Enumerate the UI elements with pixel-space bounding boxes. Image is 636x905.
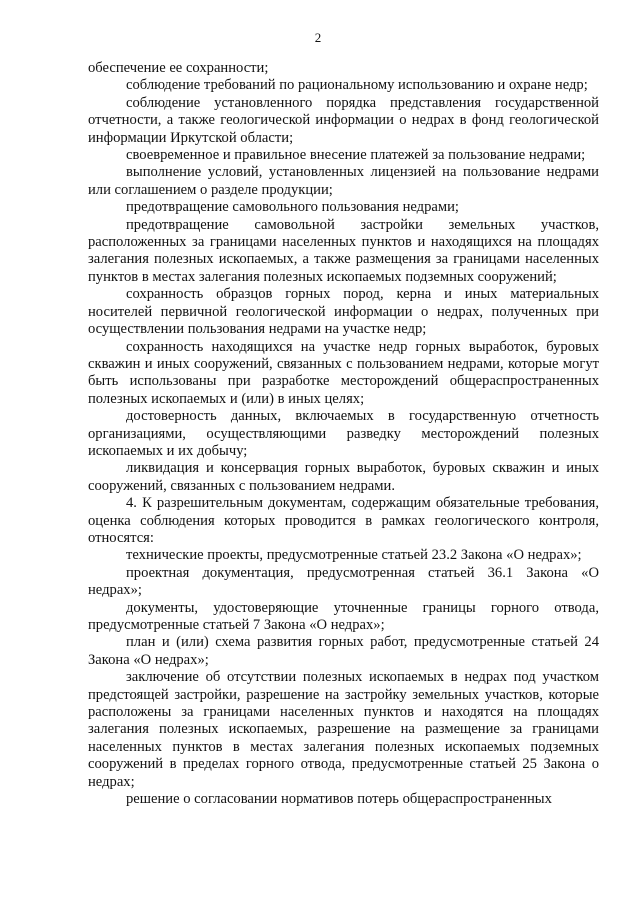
paragraph: выполнение условий, установленных лицензией на пользование недрами или соглашением о разделе продукции;	[88, 164, 599, 198]
paragraph: своевременное и правильное внесение платежей за пользование недрами;	[126, 147, 586, 164]
paragraph: заключение об отсутствии полезных ископаемых в недрах под участком предстоящей застройки, разрешение на застройку земельных участков, которые расположены за границами населенных пунктов и находятся на площадях залегания полезных ископаемых, разрешение на размещение за границами населенных пунктов в местах залегания полезных ископаемых подземных сооружений в пределах горного отвода, предусмотренные статьей 25 Закона о недрах;	[88, 669, 599, 790]
page-number: 2	[314, 30, 322, 45]
paragraph: ликвидация и консервация горных выработок, буровых скважин и иных сооружений, связанных с пользованием недрами.	[88, 460, 599, 494]
paragraph: соблюдение установленного порядка представления государственной отчетности, а также геологической информации о недрах в фонд геологической информации Иркутской области;	[88, 94, 599, 146]
paragraph: проектная документация, предусмотренная статьей 36.1 Закона «О недрах»;	[88, 564, 599, 599]
document-body	[88, 60, 599, 808]
paragraph: соблюдение требований по рациональному использованию и охране недр;	[126, 77, 588, 94]
paragraph: предотвращение самовольной застройки земельных участков, расположенных за границами населенных пунктов и находящихся на площадях залегания полезных ископаемых, а также размещения за границами населенных пунктов в местах залегания полезных ископаемых подземных сооружений;	[88, 216, 599, 285]
paragraph: документы, удостоверяющие уточненные границы горного отвода, предусмотренные статьей 7 Закона «О недрах»;	[88, 599, 599, 633]
paragraph: технические проекты, предусмотренные статьей 23.2 Закона «О недрах»;	[126, 547, 582, 564]
paragraph: решение о согласовании нормативов потерь общераспространенных	[126, 791, 552, 808]
paragraph: обеспечение ее сохранности;	[88, 60, 269, 76]
paragraph: достоверность данных, включаемых в государственную отчетность организациями, осуществляющими разведку месторождений полезных ископаемых и их добычу;	[88, 408, 599, 459]
paragraph: сохранность образцов горных пород, керна и иных материальных носителей первичной геологической информации о недрах, полученных при осуществлении пользования недрами на участке недр;	[88, 286, 599, 338]
paragraph: предотвращение самовольного пользования недрами;	[126, 199, 459, 216]
paragraph: сохранность находящихся на участке недр горных выработок, буровых скважин и иных сооружений, связанных с пользованием недрами, которые могут быть использованы при разработке месторождений общераспространенных полезных ископаемых и (или) в иных целях;	[88, 338, 599, 407]
paragraph: план и (или) схема развития горных работ, предусмотренные статьей 24 Закона «О недрах»;	[88, 634, 599, 668]
paragraph: 4. К разрешительным документам, содержащим обязательные требования, оценка соблюдения которых проводится в рамках геологического контроля, относятся:	[88, 495, 599, 546]
